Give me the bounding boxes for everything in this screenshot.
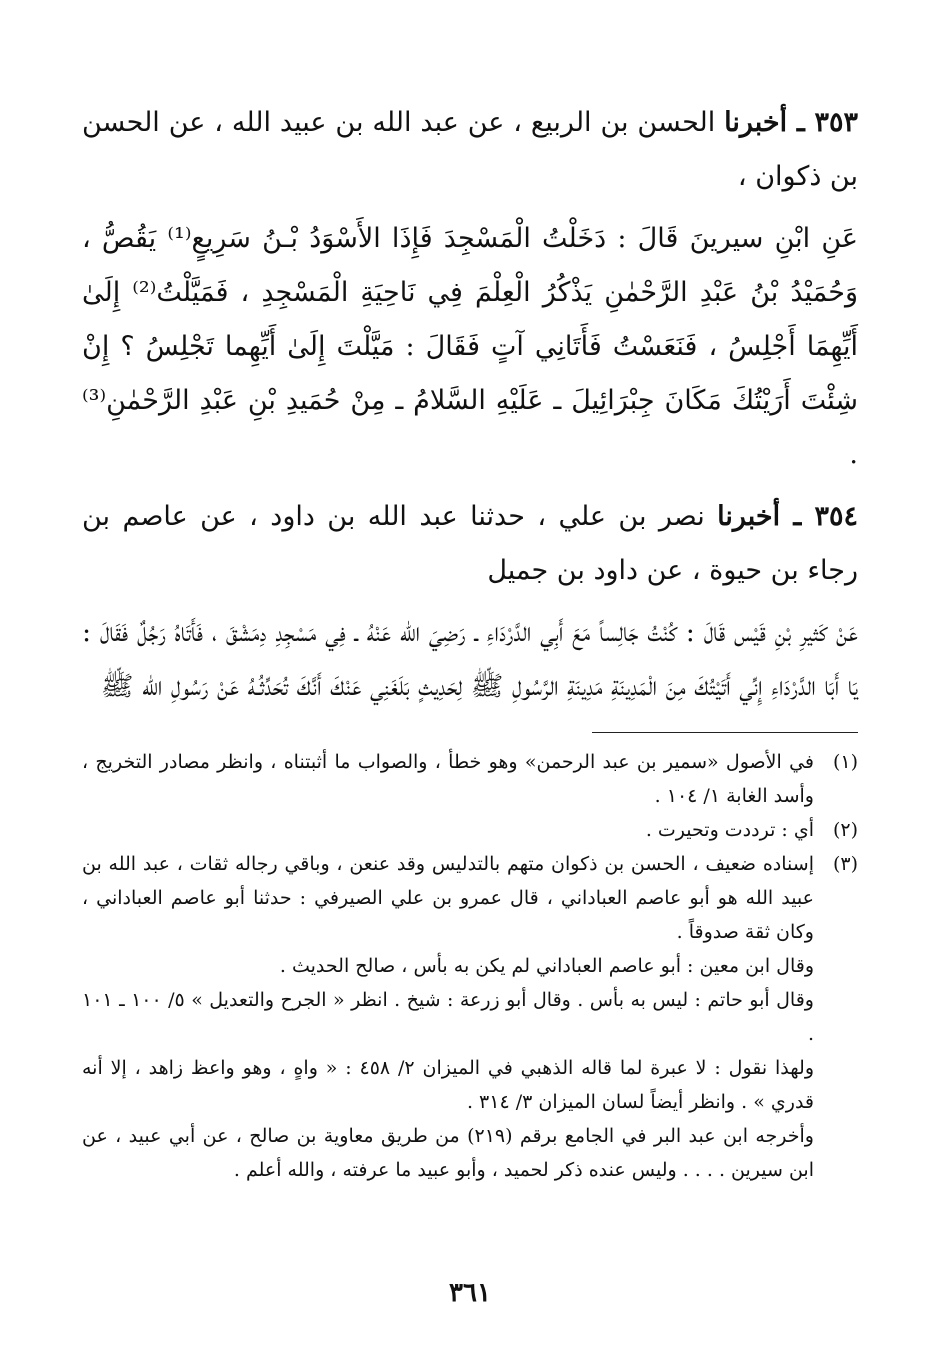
- footnote-1-body: [82, 745, 814, 813]
- footnote-3-paragraph: وقال ابن معين : أبو عاصم العباداني لم يكن به بأس ، صالح الحديث .: [279, 955, 814, 977]
- hadith-354-matn: عَنْ كَثيرِ بْنِ قَيْس قَالَ : كُنْتُ جَالِساً مَعَ أَبِي الدَّرْدَاءِ ـ رَضِيَ الله عَنْهُ ـ فِي مَسْجِدِ دِمَشْقَ ، فَأَتَاهُ رَجُلٌ فَقَالَ : يَا أَبَا الدَّرْدَاءِ إِنِّي أَتَيْتُكَ مِنَ الْمَدِينَةِ مَدِينَةِ الرَّسُولِ ﷺ لِحَدِيثٍ بَلَغَنِي عَنْكَ أَنَّكَ تُحَدِّثُـهُ عَنْ رَسُولِ الله ﷺ: [82, 617, 858, 702]
- footnote-3: [82, 847, 858, 1187]
- footnote-3-paragraph: وقال أبو حاتم : ليس به بأس . وقال أبو زرعة : شيخ . انظر « الجرح والتعديل » ٥/ ١٠٠ ـ ١٠١ .: [82, 989, 814, 1045]
- footnote-separator: [592, 732, 858, 733]
- footnote-3-paragraph: وأخرجه ابن عبد البر في الجامع برقم (٢١٩) من طريق معاوية بن صالح ، عن أبي عبيد ، عن ابن سيرين . . . . وليس عنده ذكر لحميد ، وأبو عبيد ما عرفته ، والله أعلم .: [82, 1125, 814, 1181]
- footnote-3-mark: (٣): [832, 853, 858, 875]
- hadith-354-number: ٣٥٤ ـ أخبرنا: [717, 501, 858, 532]
- footnote-3-paragraph: إسناده ضعيف ، الحسن بن ذكوان متهم بالتدليس وقد عنعن ، وباقي رجاله ثقات ، عبد الله بن عبيد الله هو أبو عاصم العباداني ، قال عمرو بن علي الصيرفي : حدثنا أبو عاصم العباداني ، وكان ثقة صدوقاً .: [82, 853, 814, 943]
- footnote-2-text: أي : ترددت وتحيرت .: [645, 819, 814, 841]
- footnote-2: [82, 813, 858, 847]
- hadith-353-isnad: الحسن بن الربيع ، عن عبد الله بن عبيد الله ، عن الحسن بن ذكوان ،: [82, 107, 858, 192]
- hadith-353-number: ٣٥٣ ـ أخبرنا: [724, 107, 858, 138]
- hadith-353-matn: عَنِ ابْنِ سيرينَ قَالَ : دَخَلْتُ الْمَسْجِدَ فَإِذَا الأَسْوَدُ بْـنُ سَرِيعٍ⁽¹⁾ يَقُصُّ ، وَحُمَيْدُ بْنُ عَبْدِ الرَّحْمٰنِ يَذْكُرُ الْعِلْمَ فِي نَاحِيَةِ الْمَسْجِدِ ، فَمَيَّلْتُ⁽²⁾ إِلَىٰ أَيِّهِمَا أَجْلِسُ ، فَنَعَسْتُ فَأَتَانِي آتٍ فَقَالَ : مَيَّلْتَ إِلَىٰ أَيِّهِما تَجْلِسُ ؟ إِنْ شِئْتَ أَرَيْتُكَ مَكَانَ جِبْرَائِيلَ ـ عَلَيْهِ السَّلامُ ـ مِنْ حُمَيدِ بْنِ عَبْدِ الرَّحْمٰنِ⁽³⁾ .: [82, 223, 858, 470]
- footnote-1: [82, 745, 858, 813]
- footnote-1-mark: (١): [832, 751, 858, 773]
- footnote-1-text: في الأصول «سمير بن عبد الرحمن» وهو خطأ ، والصواب ما أثبتناه ، وانظر مصادر التخريج ، وأسد الغابة ١/ ١٠٤ .: [82, 751, 814, 807]
- footnote-3-paragraph: ولهذا نقول : لا عبرة لما قاله الذهبي في الميزان ٢/ ٤٥٨ : « واهٍ ، وهو واعظ زاهد ، إلا أنه قدري » . وانظر أيضاً لسان الميزان ٣/ ٣١٤ .: [82, 1057, 814, 1113]
- footnote-3-body: [82, 847, 814, 1187]
- page-number: ٣٦١: [449, 1278, 491, 1308]
- hadith-354-isnad: نصر بن علي ، حدثنا عبد الله بن داود ، عن عاصم بن رجاء بن حيوة ، عن داود بن جميل: [82, 501, 858, 586]
- footnote-2-body: [82, 813, 814, 847]
- footnote-2-mark: (٢): [832, 819, 858, 841]
- hadith-353-chain: [82, 96, 858, 204]
- hadith-354-chain: [82, 490, 858, 598]
